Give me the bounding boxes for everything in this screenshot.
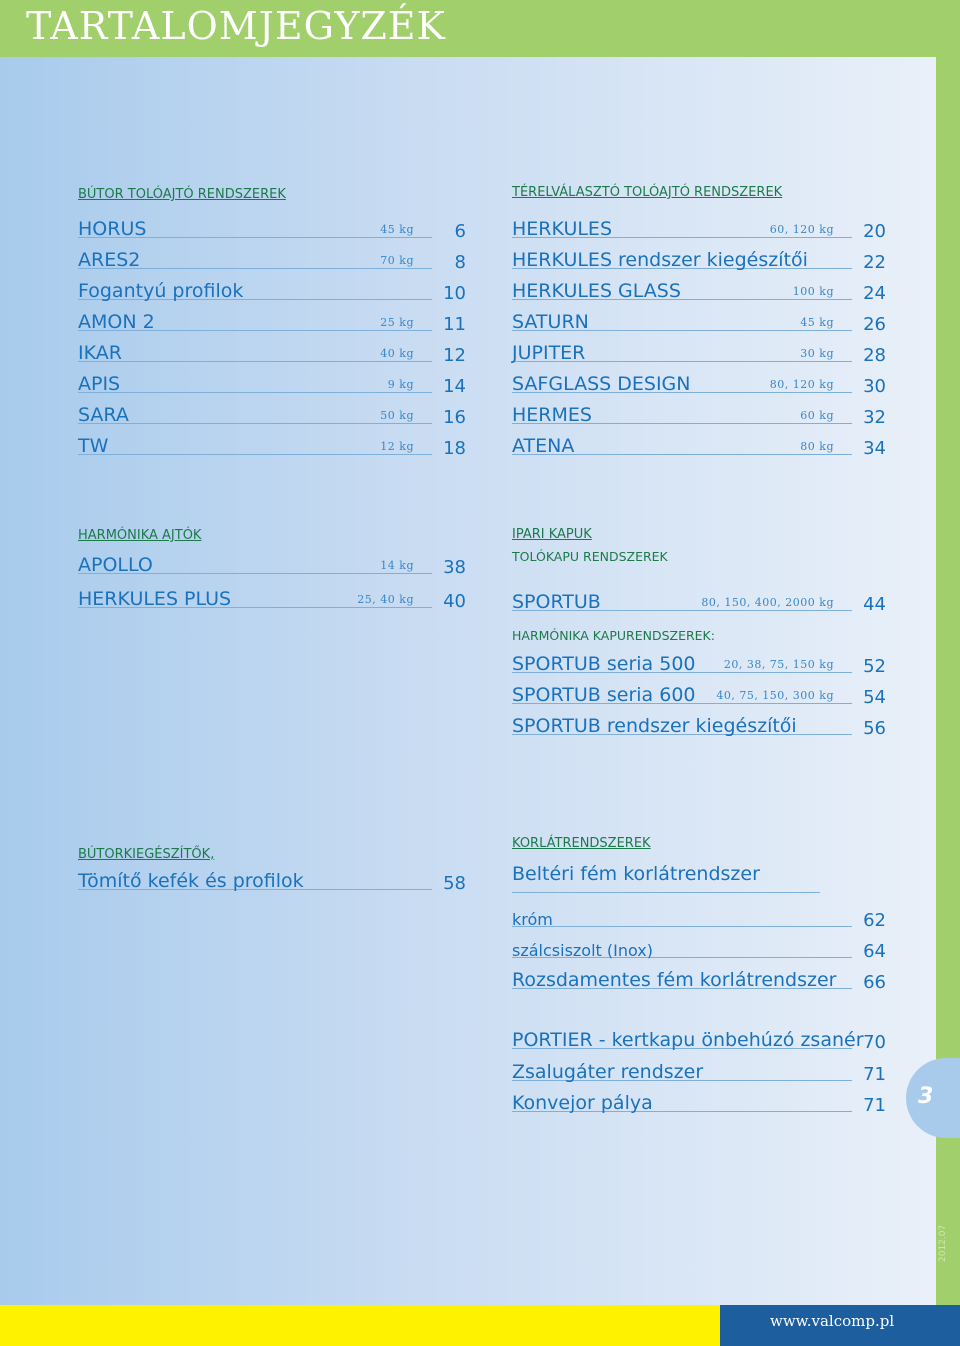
section-title-ipari: IPARI KAPUK	[512, 527, 592, 542]
toc-row[interactable]	[78, 431, 466, 459]
toc-item-page: 34	[863, 438, 886, 459]
toc-item-name: ARES2	[78, 249, 141, 271]
footer-url: www.valcomp.pl	[770, 1312, 895, 1330]
toc-item-weight: 70 kg	[380, 254, 414, 267]
toc-item-page: 6	[454, 221, 466, 242]
toc-item-weight: 60 kg	[800, 409, 834, 422]
toc-item-page: 30	[863, 376, 886, 397]
toc-item-name: Rozsdamentes fém korlátrendszer	[512, 969, 837, 991]
toc-item-name: HERKULES GLASS	[512, 280, 681, 302]
toc-item-weight: 80 kg	[800, 440, 834, 453]
toc-item-name: SPORTUB seria 600	[512, 684, 696, 706]
leader-line	[512, 926, 852, 927]
toc-row[interactable]	[512, 1057, 886, 1085]
leader-line	[78, 361, 432, 362]
section-title-korlat: KORLÁTRENDSZEREK	[512, 836, 651, 851]
toc-item-name: króm	[512, 910, 553, 929]
toc-row[interactable]	[512, 400, 886, 428]
toc-item-page: 58	[443, 873, 466, 894]
toc-item-page: 70	[863, 1032, 886, 1053]
toc-row[interactable]	[512, 245, 886, 273]
toc-row[interactable]	[512, 649, 886, 677]
toc-row[interactable]	[78, 338, 466, 366]
toc-item-page: 11	[443, 314, 466, 335]
toc-item-name: SARA	[78, 404, 129, 426]
toc-row[interactable]	[512, 711, 886, 739]
toc-item-page: 52	[863, 656, 886, 677]
toc-item-weight: 40, 75, 150, 300 kg	[716, 689, 834, 702]
toc-item-weight: 45 kg	[800, 316, 834, 329]
toc-item-name: TW	[78, 435, 109, 457]
toc-row[interactable]	[512, 369, 886, 397]
toc-item-weight: 60, 120 kg	[769, 223, 834, 236]
toc-item-page: 22	[863, 252, 886, 273]
toc-item-weight: 80, 120 kg	[769, 378, 834, 391]
toc-row[interactable]	[512, 680, 886, 708]
toc-item-name: szálcsiszolt (Inox)	[512, 941, 653, 960]
toc-item-page: 44	[863, 594, 886, 615]
subtitle-tolokapu: TOLÓKAPU RENDSZEREK	[512, 549, 668, 564]
toc-item-name: Zsalugáter rendszer	[512, 1061, 704, 1083]
leader-line	[78, 392, 432, 393]
toc-item-page: 12	[443, 345, 466, 366]
toc-item-name: Tömítő kefék és profilok	[78, 870, 304, 892]
toc-item-name: IKAR	[78, 342, 122, 364]
section-title-butorkieg: BÚTORKIEGÉSZÍTŐK,	[78, 847, 215, 862]
toc-item-name: APOLLO	[78, 554, 153, 576]
toc-item-name: SPORTUB	[512, 591, 601, 613]
toc-item-page: 71	[863, 1064, 886, 1085]
toc-item-page: 20	[863, 221, 886, 242]
toc-row[interactable]	[78, 276, 466, 304]
toc-item-page: 24	[863, 283, 886, 304]
toc-item-page: 8	[454, 252, 466, 273]
toc-item-weight: 50 kg	[380, 409, 414, 422]
toc-item-page: 54	[863, 687, 886, 708]
page-number: 3	[918, 1084, 934, 1109]
toc-item-name: ATENA	[512, 435, 575, 457]
toc-item-page: 56	[863, 718, 886, 739]
toc-item-name: Fogantyú profilok	[78, 280, 244, 302]
toc-item-page: 16	[443, 407, 466, 428]
toc-item-name: APIS	[78, 373, 121, 395]
toc-item-weight: 30 kg	[800, 347, 834, 360]
toc-item-name: SATURN	[512, 311, 589, 333]
toc-row[interactable]	[512, 1025, 886, 1053]
toc-item-weight: 25 kg	[380, 316, 414, 329]
toc-item-weight: 45 kg	[380, 223, 414, 236]
section-title-butor: BÚTOR TOLÓAJTÓ RENDSZEREK	[78, 187, 286, 202]
toc-row[interactable]	[78, 307, 466, 335]
toc-item-weight: 80, 150, 400, 2000 kg	[701, 596, 834, 609]
toc-item-weight: 20, 38, 75, 150 kg	[723, 658, 834, 671]
toc-row[interactable]	[78, 369, 466, 397]
toc-row[interactable]	[512, 903, 886, 931]
toc-item-name: HORUS	[78, 218, 147, 240]
toc-row[interactable]	[78, 550, 466, 578]
toc-item-name: HERKULES	[512, 218, 613, 240]
toc-row[interactable]	[512, 587, 886, 615]
toc-row[interactable]	[512, 965, 886, 993]
toc-row[interactable]	[78, 245, 466, 273]
toc-row[interactable]	[512, 338, 886, 366]
leader-line	[78, 423, 432, 424]
toc-row[interactable]	[512, 307, 886, 335]
toc-item-name: JUPITER	[512, 342, 586, 364]
toc-row[interactable]	[512, 276, 886, 304]
toc-item-page: 14	[443, 376, 466, 397]
toc-item-name: HERMES	[512, 404, 592, 426]
toc-item-name: PORTIER - kertkapu önbehúzó zsanér	[512, 1029, 864, 1051]
page-title: TARTALOMJEGYZÉK	[26, 4, 446, 48]
toc-item-name: AMON 2	[78, 311, 155, 333]
toc-item-weight: 9 kg	[387, 378, 414, 391]
korlat-heading-line	[512, 892, 820, 893]
toc-item-name: HERKULES PLUS	[78, 588, 232, 610]
toc-item-name: SPORTUB seria 500	[512, 653, 696, 675]
toc-item-weight: 12 kg	[380, 440, 414, 453]
toc-item-page: 62	[863, 910, 886, 931]
leader-line	[78, 454, 432, 455]
section-title-terelvalaszto: TÉRELVÁLASZTÓ TOLÓAJTÓ RENDSZEREK	[512, 185, 783, 200]
toc-item-weight: 25, 40 kg	[357, 593, 414, 606]
toc-item-page: 18	[443, 438, 466, 459]
toc-row[interactable]	[512, 431, 886, 459]
toc-item-page: 32	[863, 407, 886, 428]
toc-item-page: 38	[443, 557, 466, 578]
toc-row[interactable]	[78, 584, 466, 612]
toc-row[interactable]	[78, 866, 466, 894]
toc-item-weight: 100 kg	[792, 285, 834, 298]
toc-item-page: 64	[863, 941, 886, 962]
toc-item-page: 26	[863, 314, 886, 335]
toc-row[interactable]	[512, 1088, 886, 1116]
toc-row[interactable]	[78, 214, 466, 242]
toc-item-name: Konvejor pálya	[512, 1092, 653, 1114]
toc-item-page: 71	[863, 1095, 886, 1116]
toc-item-name: HERKULES rendszer kiegészítői	[512, 249, 808, 271]
toc-item-weight: 40 kg	[380, 347, 414, 360]
toc-item-page: 28	[863, 345, 886, 366]
toc-item-name: SPORTUB rendszer kiegészítői	[512, 715, 797, 737]
toc-row[interactable]	[78, 400, 466, 428]
toc-item-weight: 14 kg	[380, 559, 414, 572]
date-stamp: 2012.07	[938, 1224, 948, 1262]
section-title-harmonika: HARMÓNIKA AJTÓK	[78, 528, 202, 543]
toc-item-page: 10	[443, 283, 466, 304]
toc-row[interactable]	[512, 934, 886, 962]
toc-item-page: 40	[443, 591, 466, 612]
subtitle-harmonika-kapu: HARMÓNIKA KAPURENDSZEREK:	[512, 628, 715, 643]
korlat-heading: Beltéri fém korlátrendszer	[512, 863, 760, 885]
toc-item-page: 66	[863, 972, 886, 993]
toc-item-name: SAFGLASS DESIGN	[512, 373, 691, 395]
toc-row[interactable]	[512, 214, 886, 242]
